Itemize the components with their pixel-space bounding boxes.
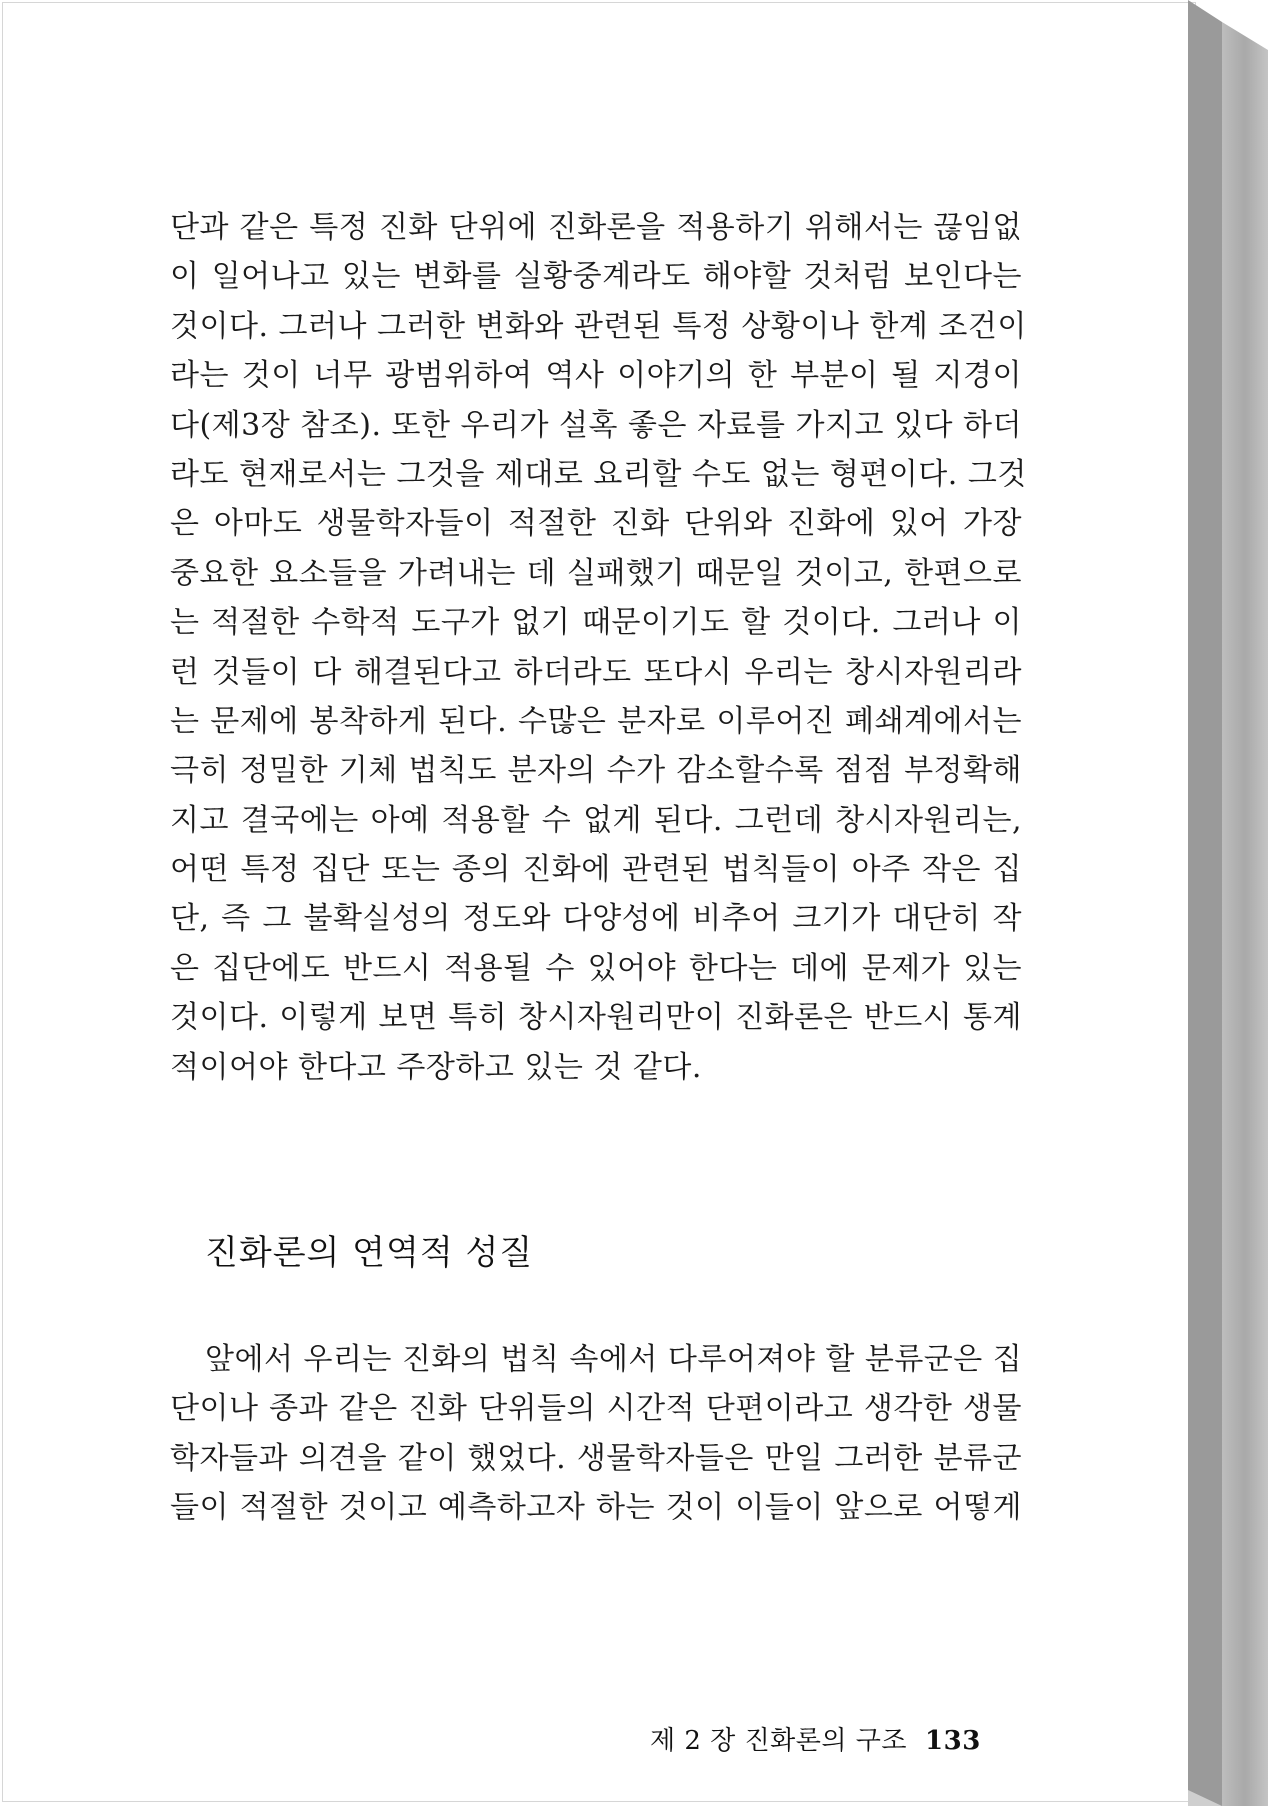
text-line: 다(제3장 참조). 또한 우리가 설혹 좋은 자료를 가지고 있다 하더 — [170, 407, 1022, 443]
text-line: 앞에서 우리는 진화의 법칙 속에서 다루어져야 할 분류군은 집 — [205, 1342, 1023, 1377]
text-line: 런 것들이 다 해결된다고 하더라도 또다시 우리는 창시자원리라 — [170, 654, 1022, 690]
section-paragraph — [170, 1335, 1022, 1533]
section-heading: 진화론의 연역적 성질 — [205, 1233, 534, 1273]
text-line: 어떤 특정 집단 또는 종의 진화에 관련된 법칙들이 아주 작은 집 — [170, 852, 1022, 888]
text-line: 것이다. 그러나 그러한 변화와 관련된 특정 상황이나 한계 조건이 — [170, 308, 1027, 344]
text-line: 단이나 종과 같은 진화 단위들의 시간적 단편이라고 생각한 생물 — [170, 1391, 1022, 1427]
text-line: 학자들과 의견을 같이 했었다. 생물학자들은 만일 그러한 분류군 — [170, 1440, 1022, 1476]
text-line: 단, 즉 그 불확실성의 정도와 다양성에 비추어 크기가 대단히 작 — [170, 901, 1022, 937]
text-line: 는 문제에 봉착하게 된다. 수많은 분자로 이루어진 폐쇄계에서는 — [170, 703, 1022, 739]
page-edge-graphic — [1188, 0, 1272, 1806]
text-line: 라는 것이 너무 광범위하여 역사 이야기의 한 부분이 될 지경이 — [170, 358, 1022, 394]
text-line: 이 일어나고 있는 변화를 실황중계라도 해야할 것처럼 보인다는 — [170, 259, 1022, 295]
text-line: 것이다. 이렇게 보면 특히 창시자원리만이 진화론은 반드시 통계 — [170, 1000, 1022, 1036]
chapter-title: 제 2 장 진화론의 구조 — [650, 1726, 908, 1756]
text-line: 단과 같은 특정 진화 단위에 진화론을 적용하기 위해서는 끊임없 — [170, 210, 1022, 245]
text-line: 라도 현재로서는 그것을 제대로 요리할 수도 없는 형편이다. 그것 — [170, 456, 1027, 492]
text-line: 극히 정밀한 기체 법칙도 분자의 수가 감소할수록 점점 부정확해 — [170, 753, 1022, 789]
page-edge-shading — [1188, 0, 1272, 1806]
text-line: 지고 결국에는 아예 적용할 수 없게 된다. 그런데 창시자원리는, — [170, 802, 1022, 838]
text-line: 적이어야 한다고 주장하고 있는 것 같다. — [170, 1049, 702, 1085]
text-line: 중요한 요소들을 가려내는 데 실패했기 때문일 것이고, 한편으로 — [170, 555, 1022, 591]
page-number: 133 — [925, 1726, 981, 1756]
body-paragraph — [170, 203, 1027, 1092]
text-line: 은 집단에도 반드시 적용될 수 있어야 한다는 데에 문제가 있는 — [170, 950, 1022, 986]
text-line: 는 적절한 수학적 도구가 없기 때문이기도 할 것이다. 그러나 이 — [170, 605, 1022, 641]
text-line: 들이 적절한 것이고 예측하고자 하는 것이 이들이 앞으로 어떻게 — [170, 1490, 1022, 1526]
running-footer — [650, 1720, 981, 1757]
text-line: 은 아마도 생물학자들이 적절한 진화 단위와 진화에 있어 가장 — [170, 506, 1022, 542]
